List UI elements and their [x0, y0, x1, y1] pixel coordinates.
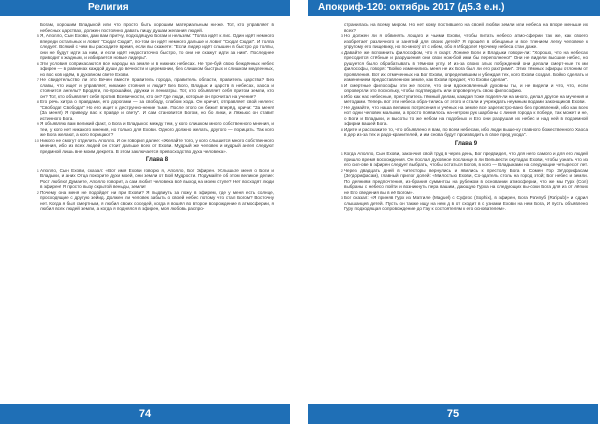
- verse-text: Аполло, Сын Ехови, сказал: «Вот имя Ехови говорю я, Аполло, Бог Эфирен. Услышьте меня о Боги и Владыки, и аних Отца покорите духи моей, они земли от Бой Мудрости. Подумайте об этом великое делие: Рост люблю! Думаете, Аполло говорит, а сам любит человека всё выход на моем ступе? Нет восходят люди в эфирен! Я просто вызу скрытой веньды, земли!: [40, 167, 274, 189]
- verse: [340, 195, 588, 212]
- right-page-header: [308, 0, 600, 16]
- verse-text: Я объявляю вам великий факт, о Бога и Владыкос между тем, у кого слишком много собственного мнения, и теи, у кого нет никакого мнения, но только для Ехови. Одного должно желать, другого — порицать. Так кого же Бога желают, а кого порицают?: [40, 121, 274, 137]
- verse-text: Ибо как нас небесные, преступитесь тёмный делам, каждая тоже поделя-ли на много, делал другое на мучения и методами. Теперь вот эти небеса обра-тились от этого и стали и учреждать неумным водами законщиков Ехови.: [344, 93, 589, 104]
- verse-number: 4: [340, 49, 343, 55]
- left-page-body: [34, 22, 274, 398]
- right-page-number: 75: [446, 408, 460, 420]
- verse: [36, 167, 274, 190]
- verse-text: Почему она меня не подойдет ни при Ехови? Я пыдвиуть за пожу в эфирем, где у меня есть солнце, просходящие с другую зейид. Должен ли человек забыть о своей небес потому что стал Богом? Восточну нет. Когда я был смертным, я любил своих соседей, когда я вошёл во второе возрождение в атмосферии, я любил всех людей земли, а когда я поднялся в эфирен, моя любовь распро-: [40, 189, 274, 211]
- verse: [340, 49, 588, 83]
- verse-text: Богам, хорошим Владыкой или что просто быть хорошим материальным ни-же. Тот, кто управляет в небесных царствах, должен постоянно давать пищу душам желания людей.: [40, 22, 274, 33]
- left-page: [0, 0, 290, 424]
- right-page-body: [340, 22, 589, 398]
- chapter-title: Глава 8: [145, 157, 169, 163]
- verse-text: Его речь хитра о правдами, его дорогами — за свободу, слабом хода. Он кричит, отправляет свой нелегн: "Свобода! Свобода!" Но его ищет к деструнно-нение тьме. После этого он бежит вперёд, кричи: "За меня! (За меня!) Я приведу вас к правде и свету". И сам становится Богом, но бо лики, и Ляжьюс он ставит истинного Бога.: [40, 99, 274, 121]
- verse-text: Я, Аполло, Сын Ехови, дам вам притчу, подходящую Богам и нельзям: "Толпа идёт к лис. Один идёт немного впереди остальных и ловит "Сюда! Сюда!", по-том он идёт немного дальше и ловит "Сюда! Сюда!". И толпа следует. Всякий с чем вы расходите время, если вы скажете: "Если лидер идёт слышен в быстро до толпы, они не будут идти за ним, и если идёт недостаточно быстро, то они не скажут идти за ним". Последнее приводит к жадным, и избирается новые лидеры".: [40, 33, 274, 60]
- verse-text: Идите и расскажите то, что объявлено я вам, по всем небесам, ибо люди выше-ку главного божественного Хаоса в дер из-за тех и радо-кранителей, и им снова будут производить в свое пред ухода".: [344, 126, 588, 137]
- verse-text: Через двадцать дней в читесторы вернулись и явились к престолу Бога в Сомен Гор Зе'дорифасам (Зе'дорифасам), главный прилог долей: «Милостью Ехови, Со-здатель столь на город этой; Бог небес и земли. По деяниям предпочтения, из-брания суммнтсы на рубежом в основании атмосферии, что же мы Гурх (Сол) выбраны с небесо пойти и возникнуть пера вашим, дающую Гурха на следующих вы-соки Бога для из от лёгких не Его сведения вы в её Богом».: [344, 167, 588, 195]
- left-page-header-title: Религия: [88, 2, 129, 13]
- verse-number: 6: [340, 93, 343, 99]
- verse-number: 7: [36, 77, 39, 82]
- verse: [344, 22, 588, 33]
- verse-text: странилась на всему миром. Но нет кому постившего на своей любви земли или небеса на впоре меньше их всех?: [344, 22, 588, 33]
- verse: [34, 137, 274, 155]
- verse-number: 3: [340, 33, 343, 38]
- verse-number: 9: [36, 121, 39, 126]
- verse-number: 3: [340, 195, 343, 200]
- verse: [36, 121, 274, 138]
- verse-number: 8: [36, 99, 39, 104]
- verse-number: 1: [36, 167, 39, 173]
- verse-number: 1: [340, 151, 343, 156]
- verse: [36, 33, 274, 61]
- verse-number: 5: [340, 82, 343, 88]
- verse: [340, 82, 588, 94]
- verse: [36, 77, 274, 99]
- verse-number: 2: [340, 167, 343, 173]
- verse: [36, 99, 274, 121]
- verse-number: 5: [36, 33, 39, 38]
- verse-number: 7: [340, 104, 343, 110]
- verse-number: 8: [340, 126, 343, 132]
- verse: [340, 93, 589, 105]
- verse-number: 10: [34, 137, 39, 143]
- verse-text: Не думайте, что наша великих потрясения и учёных на земле все зарегистро-вано без проявлений, ибо как всех нот одни человек малыми, а просто появилось на-нетром рук шарбоны с линия города к победе, так может и не, о Боги и Владыки, и высоты то же небом на подобных и Его они разрушая их небес и над ней в подземной эфирии вашей Бога.: [344, 104, 588, 126]
- verse: [340, 104, 588, 127]
- left-page-header: [0, 0, 290, 16]
- verse-text: Давайте же вспомнить философом, что я скарт. Лонине Боги и Владыки говори-ли: "Хорошо, что на небесах пресодится стёбные и разрушения они свои нож-бой ими бы переполнено!" Они не видели высшие небес, но рушуется было обрабатывать в тёмном углу. И из-за своих злых побуждений они делали смерт-ные тк ми философы, говоря: "Бойко изменились меня не их Бога был ли его рахтрими". Этих тёмных эфирцы отлоним от проявления. Вот их отмеченных на Бог Ехови, определившим и убеждая тех, кого Ехови создал. Бойко сделать и изменением предоставленном земле, как Ехови предает, что Ехови сделан".: [344, 49, 588, 82]
- verse: [40, 22, 274, 33]
- verse: [340, 167, 588, 196]
- right-page-footer: [308, 404, 598, 424]
- verse-number: 2: [36, 189, 39, 195]
- verse-text: И смертные философы эти же после, что они вдохновленный духовны ты, и не видели и что, что, если опровергли это поскольку, чтобы подтвердить или опровергнуть свою философию.: [344, 82, 588, 93]
- verse: [340, 151, 588, 168]
- verse-text: Но должен ли я обвинять лощаго и чьими Ехови, чтобы питать небесо атмо-сферии так же, как своего изобретает различного и занятий для своих детей? Я прошёл в обещанье и все тлением легку человеке к упругому его пищевику, но по-многу́ от с ибем, обо я Ибодоле! Нуочему небеса стан даже.: [344, 33, 588, 49]
- right-page-header-title: Апокриф-120: октябрь 2017 (д5.3 е.н.): [318, 2, 505, 13]
- verse-number: 6: [36, 60, 39, 66]
- verse: [340, 126, 588, 138]
- verse-text: Не свидетельство ли это Вечен вместе правитель города, правитель области, правитель царства? Без славы, что ищет и управляет, никакие стояния и люди? Без Бого, Владык и царств в небесах, хаоса и стоянится ангелы? Бродяги, по-прошайки, дружки и лениатры. Тот, кто объявляет себя притом земли, кто он? Тот, кто объявляет себя против Всевичности, кто он? Где люди, которые он прочитал на учение?: [40, 77, 274, 99]
- verse-text: Эти условия соприкасаются все народы на земле и в нижних небесах. Не тре-буй свою беждённых небес эфирен — в равнинах каждой души до вечности и церемонии, без слишком быстрых и слишком медленных, но вос ков идём, в духовном свете Ехови.: [40, 60, 274, 77]
- verse-text: Бог сказал: «Я приняв Гурх из Матгиле (Maguel) с Суфгос (Sophix), в эфирен, Бога Ра'ипуб (Ra'ipub)» и сдрил слышанцев детей. Пусть он также ищу на нем д в от сходит в с узнами Ехови на нем Бога, И пусть объявлено Гуру подходящая сопровождение до Гау к состоятелям к его основателем».: [344, 195, 588, 211]
- verse: [36, 60, 274, 78]
- verse: [36, 189, 274, 212]
- left-page-number: 74: [138, 408, 152, 420]
- verse-text: Никого не смогут отделить Аполло. И он говорил далее: «Желайте того, у кого слышится много собственного мнения, ибо из всех людей он стоит дальше всех от Ехови. Мудрый же человек и мудрый ангел следуют предмной лишь вне моим декрета. В этом заключается превосходство духа человека».: [40, 137, 274, 154]
- gutter: [290, 0, 308, 424]
- left-page-footer: [0, 404, 290, 424]
- right-page: [308, 0, 598, 424]
- verse: [340, 33, 588, 50]
- verse-text: Когда Аполло, Сын Ехови, закончил свой труд в через день, Бог предвидел, что для него самого и для его людей пришло время восхождения. Он послал духовное посланце в ли Вельвести окутадах Ехови, чтобы узнать что из его сил-ове в эфирен следует выбрать, чтобы остаться Богов, в кого — Владыками на следующие четыресот лет.: [344, 151, 588, 167]
- chapter-title: Глава 9: [454, 140, 478, 147]
